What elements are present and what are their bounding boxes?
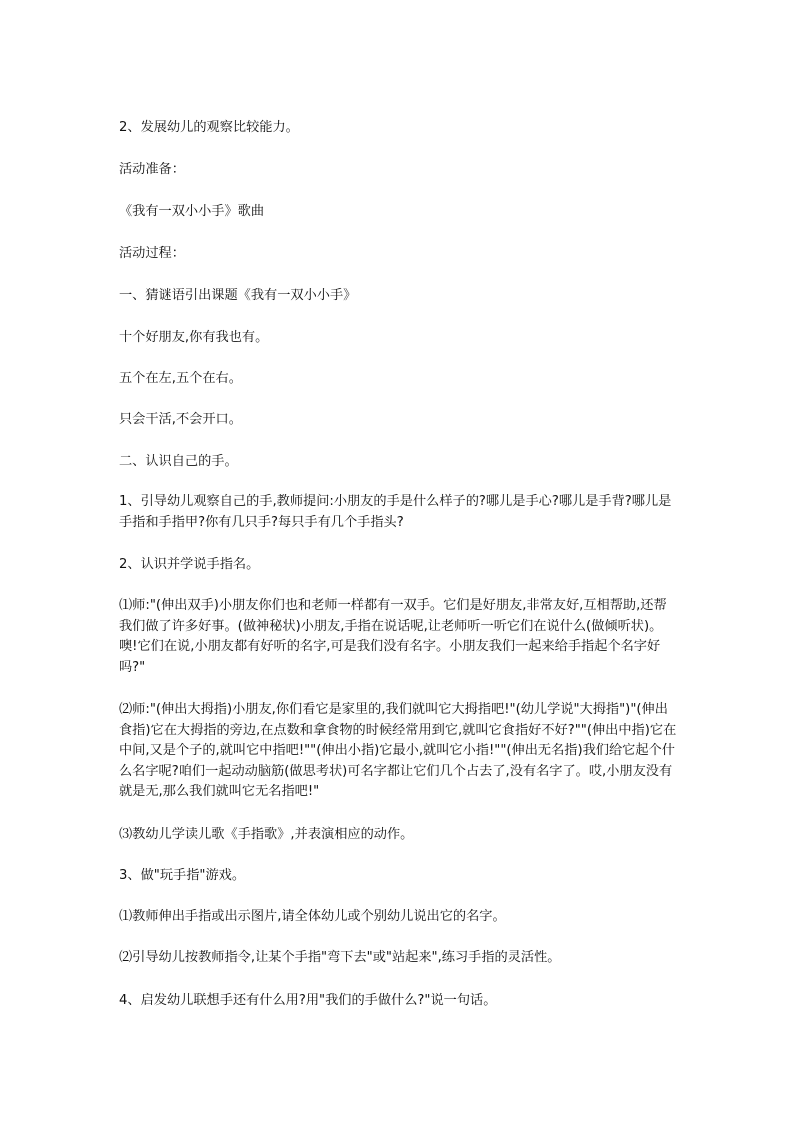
step-3-item-2: ⑵引导幼儿按教师指令,让某个手指"弯下去"或"站起来",练习手指的灵活性。 — [119, 950, 561, 965]
document-page — [119, 0, 679, 1123]
step-3-heading: 3、做"玩手指"游戏。 — [119, 868, 246, 883]
process-heading: 活动过程： — [119, 246, 185, 261]
step-3-item-1: ⑴教师伸出手指或出示图片,请全体幼儿或个别幼儿说出它的名字。 — [119, 909, 506, 924]
step-1-paragraph: 1、引导幼儿观察自己的手,教师提问:小朋友的手是什么样子的?哪儿是手心?哪儿是手背?哪儿是手指和手指甲?你有几只手?每只手有几个手指头? — [119, 494, 672, 530]
preparation-heading: 活动准备： — [119, 162, 185, 177]
step-4-paragraph: 4、启发幼儿联想手还有什么用?用"我们的手做什么?"说一句话。 — [119, 993, 497, 1008]
step-2-heading: 2、认识并学说手指名。 — [119, 557, 260, 572]
section-1-heading: 一、猜谜语引出课题《我有一双小小手》 — [119, 288, 357, 303]
section-2-heading: 二、认识自己的手。 — [119, 454, 238, 469]
riddle-line-2: 五个在左,五个在右。 — [119, 371, 242, 386]
preparation-song: 《我有一双小小手》歌曲 — [119, 204, 265, 219]
step-2-item-2: ⑵师:"(伸出大拇指)小朋友,你们看它是家里的,我们就叫它大拇指吧!"(幼儿学说"大拇指")"(伸出食指)它在大拇指的旁边,在点数和拿食物的时候经常用到它,就叫它食指好不好?""(伸出中指)它在中间,又是个子的,就叫它中指吧!""(伸出小指)它最小,就叫它小指!""(伸出无名指)我们给它起个什么名字呢?咱们一起动动脑筋(做思考状)可名字都让它们几个占去了,没有名字了。哎,小朋友没有就是无,那么我们就叫它无名指吧!" — [119, 702, 677, 799]
objective-2: 2、发展幼儿的观察比较能力。 — [119, 120, 299, 135]
step-2-item-3: ⑶教幼儿学读儿歌《手指歌》,并表演相应的动作。 — [119, 827, 414, 842]
riddle-line-3: 只会干活,不会开口。 — [119, 412, 242, 427]
riddle-line-1: 十个好朋友,你有我也有。 — [119, 330, 269, 345]
step-2-item-1: ⑴师:"(伸出双手)小朋友你们也和老师一样都有一双手。它们是好朋友,非常友好,互相帮助,还帮我们做了许多好事。(做神秘状)小朋友,手指在说话呢,让老师听一听它们在说什么(做倾听状)。噢!它们在说,小朋友都有好听的名字,可是我们没有名字。小朋友我们一起来给手指起个名字好吗?" — [119, 598, 667, 675]
